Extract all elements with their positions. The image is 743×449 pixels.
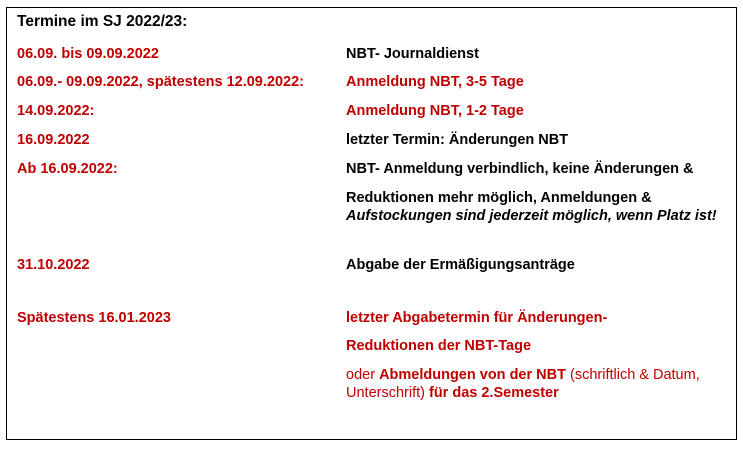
row-desc-abgabetermin-line1: letzter Abgabetermin für Änderungen- (346, 310, 608, 326)
row-desc-abgabetermin-line4 (346, 385, 559, 402)
row-desc-abgabetermin-line2: Reduktionen der NBT-Tage (346, 338, 532, 354)
row-desc-verbindlich-line1: NBT- Anmeldung verbindlich, keine Änderungen & (346, 161, 694, 177)
text-semester: für das 2.Semester (429, 385, 559, 401)
text-oder: oder (346, 367, 380, 383)
row-date-ermaessigung: 31.10.2022 (17, 257, 90, 273)
row-desc-ermaessigung: Abgabe der Ermäßigungsanträge (346, 257, 575, 273)
row-desc-anmeldung-1-2: Anmeldung NBT, 1-2 Tage (346, 103, 524, 119)
row-date-abgabetermin: Spätestens 16.01.2023 (17, 310, 171, 326)
row-desc-letzter-termin: letzter Termin: Änderungen NBT (346, 132, 569, 148)
row-desc-verbindlich-line2: Reduktionen mehr möglich, Anmeldungen & (346, 190, 652, 206)
row-desc-anmeldung-3-5: Anmeldung NBT, 3-5 Tage (346, 74, 524, 90)
text-abmeldungen: Abmeldungen von der NBT (379, 367, 566, 383)
row-desc-verbindlich-line3: Aufstockungen sind jederzeit möglich, wenn Platz ist! (346, 208, 717, 224)
row-desc-journaldienst: NBT- Journaldienst (346, 46, 479, 62)
row-date-journaldienst: 06.09. bis 09.09.2022 (17, 46, 159, 62)
row-date-letzter-termin: 16.09.2022 (17, 132, 90, 148)
text-unterschrift: Unterschrift) (346, 385, 429, 401)
row-date-verbindlich: Ab 16.09.2022: (17, 161, 118, 177)
row-desc-abgabetermin-line3 (346, 367, 700, 384)
text-schriftlich: (schriftlich & Datum, (565, 367, 700, 383)
schedule-title: Termine im SJ 2022/23: (17, 13, 188, 30)
row-date-anmeldung-1-2: 14.09.2022: (17, 103, 95, 119)
row-date-anmeldung-3-5: 06.09.- 09.09.2022, spätestens 12.09.2022: (17, 74, 304, 90)
